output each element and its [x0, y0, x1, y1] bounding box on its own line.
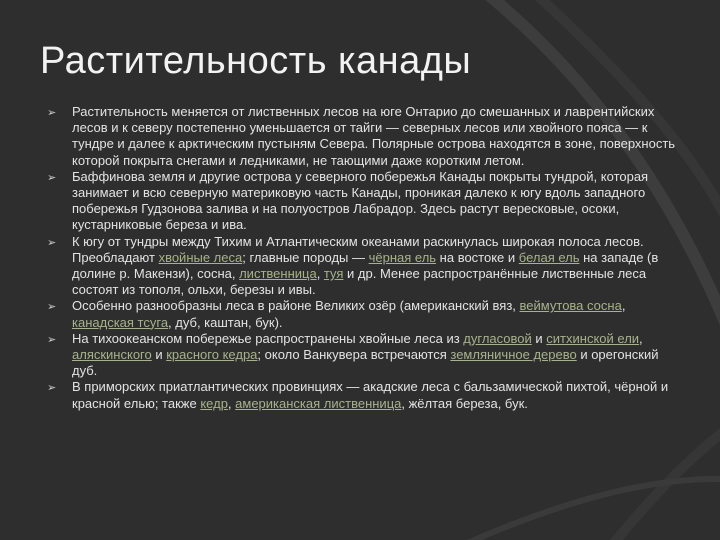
- text-segment: ,: [639, 330, 643, 346]
- paragraph-text: [72, 379, 687, 411]
- diamond-arrow-icon: ➢: [47, 236, 57, 249]
- species-link[interactable]: кедр: [200, 395, 228, 411]
- species-link[interactable]: туя: [323, 266, 344, 282]
- species-link[interactable]: белая ель: [518, 249, 580, 265]
- species-link[interactable]: канадская тсуга: [72, 314, 169, 330]
- paragraph-text: [72, 169, 687, 234]
- text-segment: ; около Ванкувера встречаются: [257, 347, 451, 363]
- text-segment: и: [151, 347, 167, 363]
- species-link[interactable]: ситхинской ели: [546, 330, 640, 346]
- text-segment: на западе (в долине р. Макензи), сосна,: [72, 249, 659, 282]
- diamond-arrow-icon: ➢: [47, 382, 57, 395]
- text-segment: , дуб, каштан, бук).: [168, 314, 283, 330]
- species-link[interactable]: лиственница: [239, 266, 317, 282]
- text-segment: на востоке и: [436, 249, 519, 265]
- paragraph-text: [72, 298, 687, 330]
- list-item: [47, 298, 687, 330]
- text-segment: ,: [227, 395, 236, 411]
- text-segment: ; главные породы —: [242, 249, 369, 265]
- bullet-list: [47, 104, 687, 412]
- text-segment: На тихоокеанском побережье распространены хвойные леса из: [72, 330, 464, 346]
- slide-title: Растительность канады: [40, 40, 472, 82]
- paragraph-text: [72, 234, 687, 299]
- species-link[interactable]: чёрная ель: [368, 249, 437, 265]
- diamond-arrow-icon: ➢: [47, 333, 57, 346]
- paragraph-text: [72, 331, 687, 380]
- list-item: [47, 331, 687, 380]
- text-segment: В приморских приатлантических провинциях — акадские леса с бальзамической пихтой, чёрной и красной елью; также: [72, 379, 669, 411]
- diamond-arrow-icon: ➢: [47, 301, 57, 314]
- text-segment: ,: [316, 266, 324, 282]
- species-link[interactable]: хвойные леса: [158, 249, 243, 265]
- text-segment: и орегонский дуб.: [72, 347, 659, 379]
- list-item: [47, 169, 687, 234]
- list-item: [47, 379, 687, 411]
- list-item: [47, 104, 687, 169]
- species-link[interactable]: красного кедра: [166, 347, 258, 363]
- species-link[interactable]: аляскинского: [72, 347, 152, 363]
- species-link[interactable]: земляничное дерево: [450, 347, 577, 363]
- text-segment: , жёлтая береза, бук.: [401, 395, 528, 411]
- species-link[interactable]: американская лиственница: [235, 395, 402, 411]
- diamond-arrow-icon: ➢: [47, 107, 57, 119]
- text-segment: Растительность меняется от лиственных лесов на юге Онтарио до смешанных и лаврентийских лесов и к северу постепенно уменьшается от тайги — северных лесов или хвойного пояса — к тундре и далее к арктическим пустыням Севера. Полярные острова находятся в зоне, поверхность которой покрыта снегами и ледниками, не тающими даже коротким летом.: [72, 104, 676, 168]
- paragraph-text: [72, 104, 687, 169]
- text-segment: Особенно разнообразны леса в районе Великих озёр (американский вяз,: [72, 298, 520, 314]
- text-segment: и др. Менее распространённые лиственные леса состоят из тополя, ольхи, березы и ивы.: [72, 266, 647, 298]
- text-segment: ,: [621, 298, 626, 314]
- text-segment: Баффинова земля и другие острова у северного побережья Канады покрыты тундрой, которая занимает и всю северную материковую часть Канады, проникая далеко к югу вдоль западного побережья Гудзонова залива и на полуостров Лабрадор. Здесь растут вересковые, осоки, кустарниковые береза и ива.: [72, 168, 649, 233]
- diamond-arrow-icon: ➢: [47, 171, 57, 184]
- text-segment: К югу от тундры между Тихим и Атлантическим океанами раскинулась широкая полоса лесов. Преобладают: [72, 233, 644, 265]
- species-link[interactable]: веймутова сосна: [519, 298, 622, 314]
- list-item: [47, 234, 687, 299]
- species-link[interactable]: дугласовой: [463, 330, 532, 346]
- text-segment: и: [531, 330, 547, 346]
